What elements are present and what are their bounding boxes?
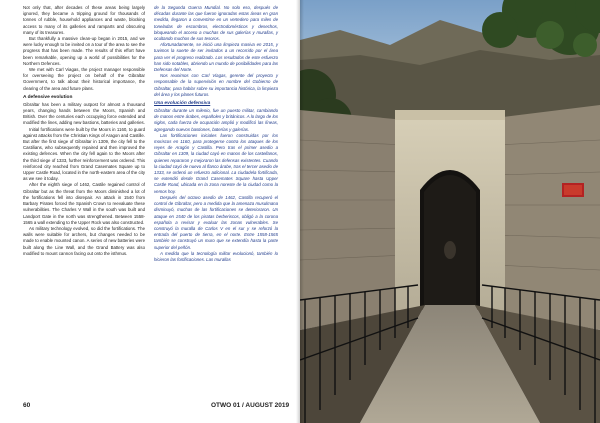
gutter-shadow bbox=[296, 0, 304, 423]
folio: OTWO 01 / AUGUST 2019 bbox=[211, 402, 290, 409]
paragraph: Las fortificaciones iniciales fueron construidas por los moriscos en 1160, para protegerse contra los ataques de los reyes de Aragón y Castilla. Pero tras el primer asedio a Gibraltar en 1309, la ciudad cayó en manos de los castellanos, quienes repararon y mejoraron las defensas existentes. Cuando la ciudad cayó de nuevo al flanco árabe, tras el tercer asedio de 1333, se ordenó un refuerzo adicional. La ciudadela fortificada, se extendió desde Grand Casemates Square hasta Upper Castle Road, ubicada en la zona noreste de la ciudad como la vemos hoy. bbox=[154, 132, 278, 194]
paragraph: Afortunadamente, se inició una limpieza masiva en 2015, y tuvimos la suerte de ser invitados a un recorrido por el área para ver el progreso realizado. Los resultados de este esfuerzo han sido notables, abriendo un mundo de posibilidades para las Defensas del Norte. bbox=[154, 42, 278, 73]
paragraph: de la Segunda Guerra Mundial. No solo eso, después de décadas durante las que fueron ignoradas estas áreas en gran medida, llegaron a convertirse en un vertedero para miles de toneladas de escombros, electrodomésticos y desechos, bloqueando el acceso a muchas de sus galerías y murallas, y ocultando muchos de sus tesoros. bbox=[154, 5, 278, 42]
paragraph: After the eighth siege of 1462, Castile regained control of Gibraltar but as the threat from the Moors diminished a lot of the fortifications fell into disrepair. An attack in 1540 from Barbary Pirates forced the Spanish Crown to reevaluate these vulnerabilities. The Charles V Wall in the south was built and Landport Gate in the north was strengthened. Between 1558-1565 a wall extending to the Upper Rock was also constructed. bbox=[23, 182, 145, 225]
paragraph: Gibraltar durante un milenio, fue un puesto militar, cambiando de manos entre árabes, españoles y británicos. A lo largo de los siglos, cada fuerza de ocupación amplió y modificó las líneas, agregando nuevos bastiones, baterías y galerías. bbox=[154, 108, 278, 132]
paragraph: Initial fortifications were built by the Moors in 1160, to guard against attacks from the Christian Kings of Aragon and Castille. But after the first siege of Gibraltar in 1309, the city fell to the Castilians, who subsequently repaired and then improved the existing defences. When the city fell again to the Moors after the third siege of 1333, further reinforcement was ordered. This reinforced city reached from Grand Casemates Square up to Upper Castle Road, located in the north-eastern area of the city as we see it today. bbox=[23, 126, 145, 182]
paragraph: Después del octavo asedio de 1462, Castilla recuperó el control de Gibraltar, pero a medida que la amenaza musulmana disminuyó, muchas de las fortificaciones se deterioraron. Un ataque en 1540 de los piratas berberiscos, obligó a la corona española a revisar y evaluar las zonas vulnerables. Se construyó la muralla de Carlos V en el sur y se reforzó la entrada del puerto de tierra, en el norte. Entre 1558-1565 también se construyó un muro que se extendía hasta la parte superior del peñón. bbox=[154, 194, 278, 250]
spanish-column bbox=[154, 5, 278, 263]
section-heading: Una evolución defensiva bbox=[154, 101, 211, 107]
right-page bbox=[300, 0, 600, 423]
paragraph: Nos reunimos con Carl Viagas, gerente del proyecto y responsable de la supervisión en nombre del Gobierno de Gibraltar, para hablar sobre su importancia histórica, la limpieza del área y los planes futuros. bbox=[154, 73, 278, 97]
paragraph: We met with Carl Viagas, the project manager responsible for overseeing the project on behalf of the Gibraltar Government, to talk about their historical importance, the clearing of the area and future plans. bbox=[23, 67, 145, 91]
section-heading: A defensive evolution bbox=[23, 94, 73, 100]
english-column bbox=[23, 5, 145, 257]
paragraph: But thankfully a massive clean-up began in 2015, and we were lucky enough to be invited on a tour of the area to see the progress that has been made. The results of this effort have been remarkable, opening up a world of possibilities for the Northern Defences. bbox=[23, 36, 145, 66]
paragraph: Gibraltar has been a military outpost for almost a thousand years, changing hands between the Moors, Spanish and British. Over the centuries each occupying force extended and modified the lines, adding new bastions, batteries and galleries. bbox=[23, 101, 145, 126]
paragraph: Not only that, after decades of these areas being largely ignored, they became a tripping ground for thousands of tonnes of rubble, household appliances and waste, blocking access to many of its galleries and ramparts and obscuring many of its treasures. bbox=[23, 5, 145, 35]
page-number: 60 bbox=[23, 402, 31, 409]
paragraph: A medida que la tecnología militar evolucionó, también lo hicieron las fortificaciones. Las murallas bbox=[154, 250, 278, 262]
paragraph: As military technology evolved, so did the fortifications. The walls were suitable for archers, but changes needed to be made to enable mounted canon. A series of new batteries were built along the Line Wall, and the Grand Battery was also modified to mount cannon facing out onto the isthmus. bbox=[23, 225, 145, 256]
tunnel-photo bbox=[300, 0, 600, 423]
